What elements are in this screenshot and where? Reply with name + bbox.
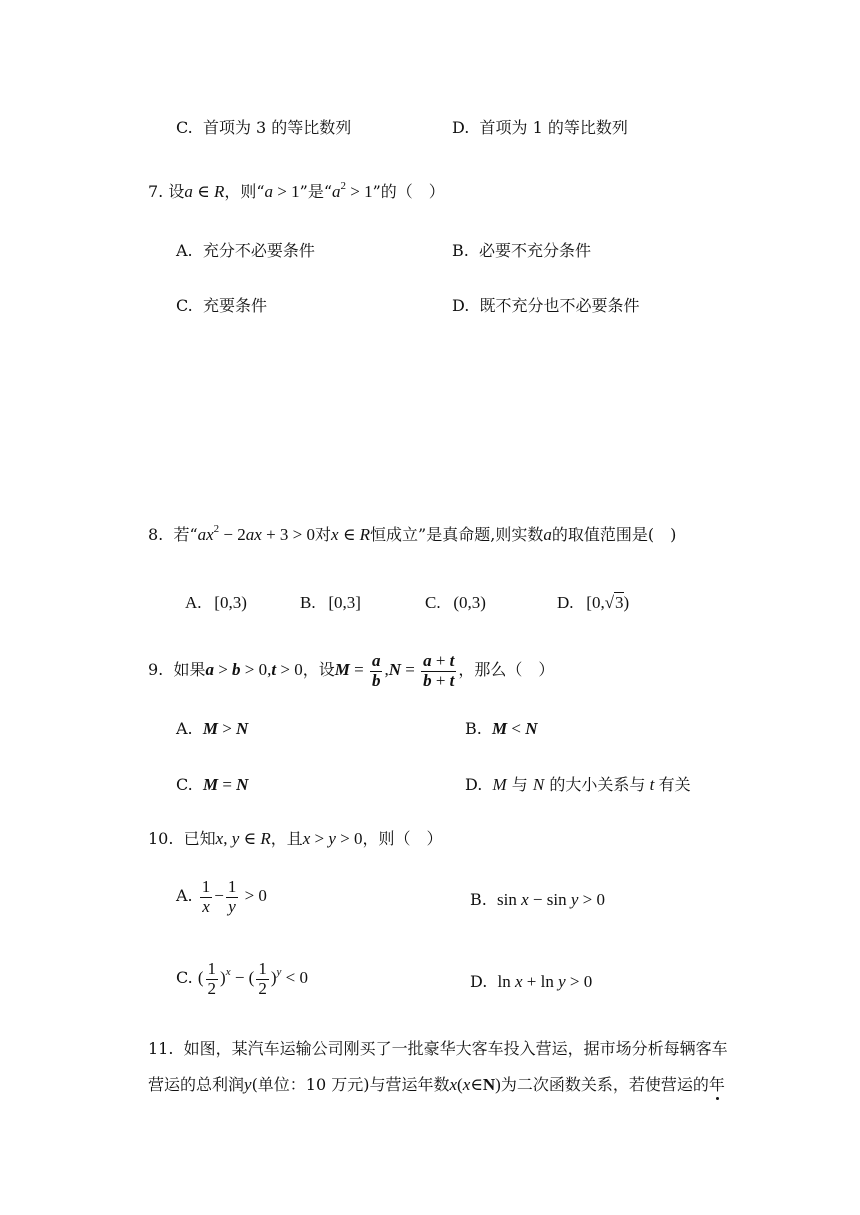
math: $\frac{1}{x}$ − $\frac{1}{y}$ > 0 [201,877,267,916]
q9-stem: 9. 如果a > b > 0,t > 0，设M = $\frac{a}{b}$ ,N = $\frac{a + t}{b + t}$ ，那么（ ） [148,651,555,690]
q9-option-b: B. M < N [465,719,538,738]
q10-option-b: B. sin x − sin y > 0 [470,890,605,909]
q10-option-d: D. ln x + ln y > 0 [470,972,593,991]
q9-option-d: D. M 与 N 的大小关系与 t 有关 [465,775,691,794]
q9-option-a: A. M > N [176,719,249,738]
math: $ax^2 - 2ax + 3 > 0$ [197,523,315,544]
option-label: D. [452,118,470,137]
math: M < N [492,719,538,738]
question-number: 8. [148,525,164,544]
q7-option-b: B. 必要不充分条件 [452,241,592,260]
q10-stem: 10. 已知x, y ∈ R，且x > y > 0，则（ ） [148,829,443,848]
q6-option-c [176,120,351,136]
q11-line-1: 11. 如图，某汽车运输公司刚买了一批豪华大客车投入营运，据市场分析每辆客车 [148,1039,728,1058]
question-number: 10. [148,829,174,848]
math: M = N [202,775,249,794]
q8-option-b: B. [0,3] [300,593,361,612]
q6-option-d [452,120,628,136]
math: a > 1 [264,182,300,201]
math: x, y ∈ R [215,829,271,848]
option-text: 首项为 3 的等比数列 [202,118,352,137]
option-label: C. [176,118,193,137]
math: ( $\frac{1}{2}$ )$^x$ − ( $\frac{1}{2}$ )$^y$ < 0 [197,959,308,998]
math: a > b > 0,t > 0 [205,660,303,680]
q10-option-c: C. ( $\frac{1}{2}$ )$^x$ − ( $\frac{1}{2}$ )$^y$ < 0 [176,959,308,998]
q10-option-a: A. $\frac{1}{x}$ − $\frac{1}{y}$ > 0 [176,877,267,916]
math: $a^2 > 1$ [332,180,373,201]
q7-option-c: C. 充要条件 [176,296,267,315]
q8-option-c: C. (0,3) [425,593,486,612]
q11-line-2: 营运的总利润y(单位：10 万元)与营运年数x(x∈N)为二次函数关系，若使营运的年 [148,1075,725,1094]
math: a [543,525,552,544]
math: M > N [202,719,249,738]
question-number: 9. [148,660,164,680]
q7-option-a: A. 充分不必要条件 [176,241,315,260]
q7-stem: 7. 设a ∈ R，则“a > 1”是“$a^2 > 1$”的（ ） [148,180,445,201]
math: x > y > 0 [302,829,363,848]
q8-option-d: D. [0,√3) [557,593,630,612]
q8-stem: 8. 若“$ax^2 - 2ax + 3 > 0$对x ∈ R恒成立”是真命题,则实数a的取值范围是( ) [148,523,677,544]
math: M = $\frac{a}{b}$ ,N = $\frac{a + t}{b + t}$ [334,651,455,690]
question-number: 7. [148,182,164,201]
question-number: 11. [148,1039,174,1058]
option-text: 首项为 1 的等比数列 [479,118,628,137]
math: sin x − sin y > 0 [497,890,605,909]
math: x ∈ R [331,525,371,544]
math: ln x + ln y > 0 [497,972,593,991]
math: a ∈ R [184,182,225,201]
q7-option-d: D. 既不充分也不必要条件 [452,296,640,315]
q9-option-c: C. M = N [176,775,249,794]
q8-option-a: A. [0,3) [185,593,247,612]
